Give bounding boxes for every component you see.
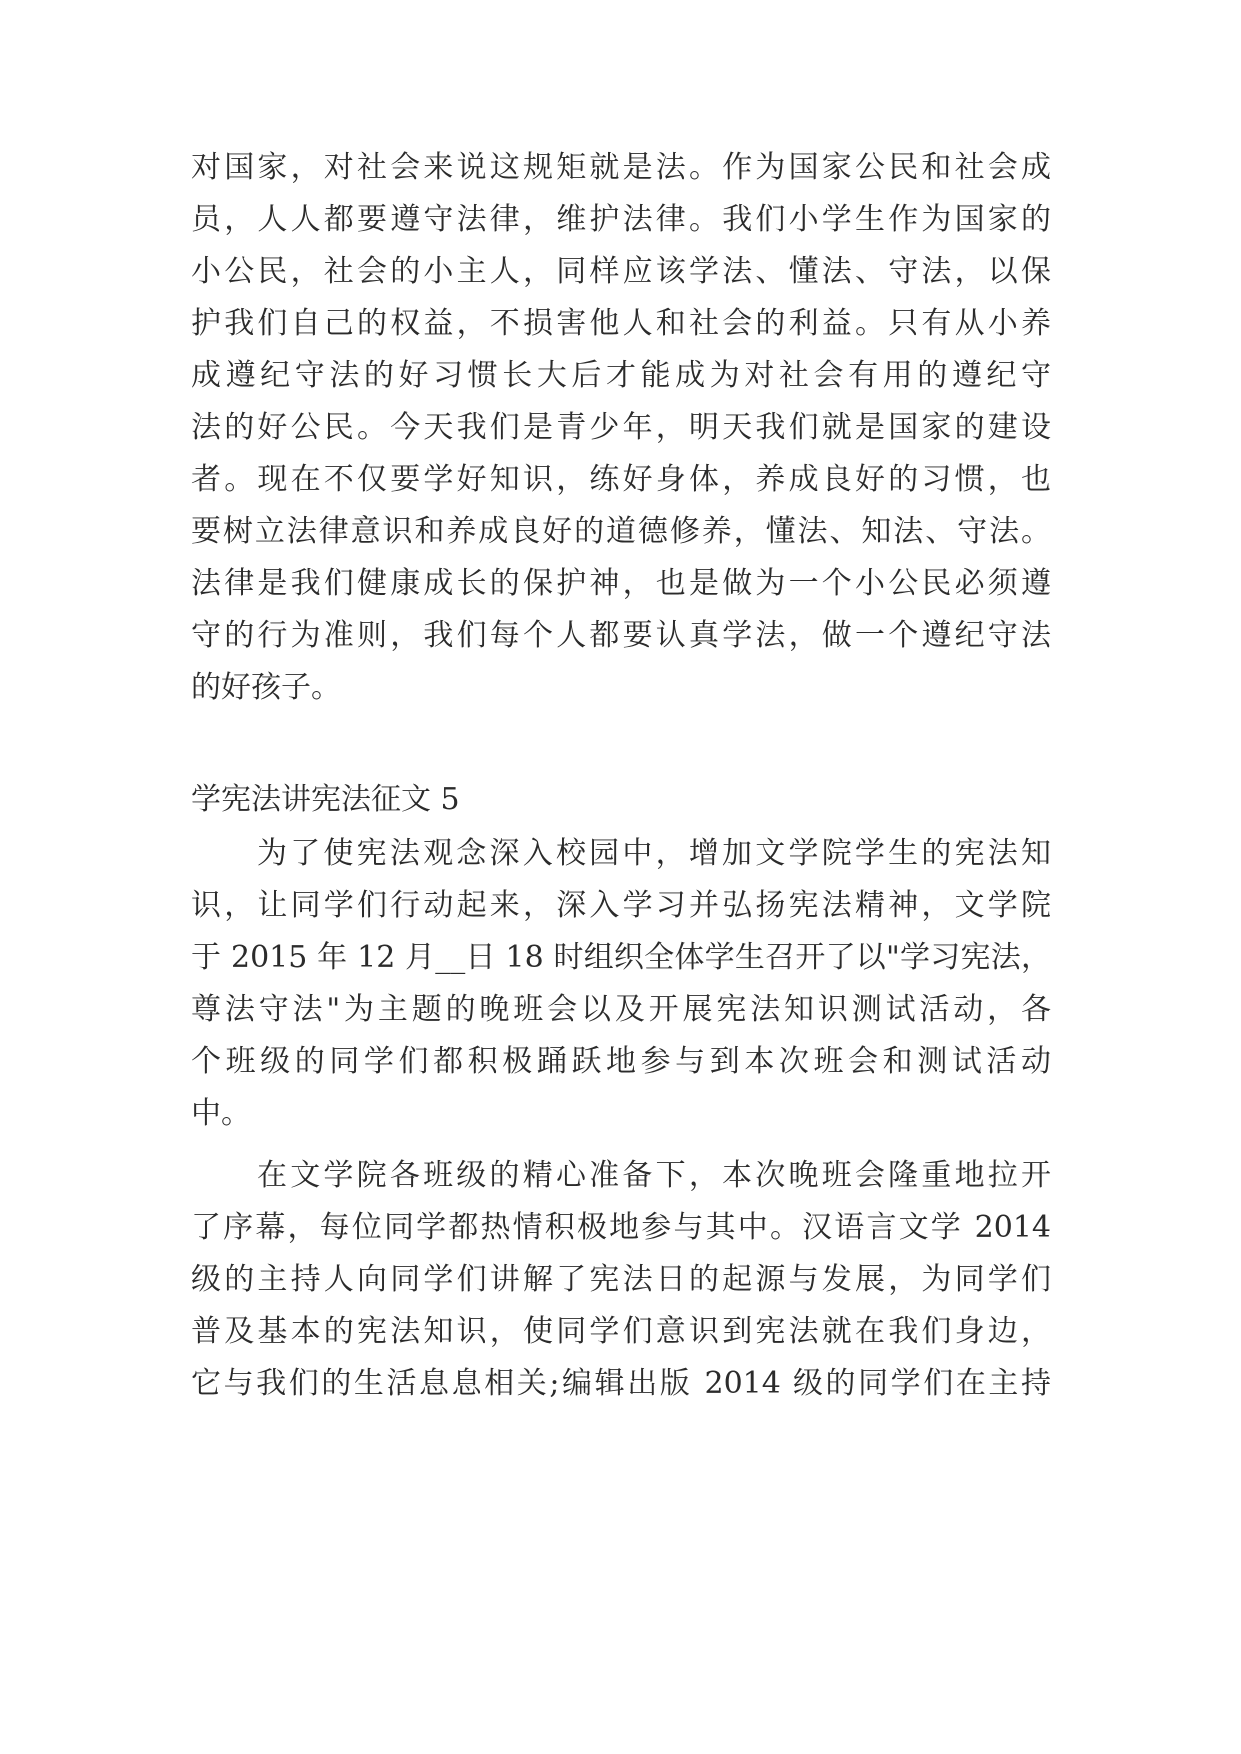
paragraph-line: 级的主持人向同学们讲解了宪法日的起源与发展，为同学们 xyxy=(191,1262,1051,1297)
paragraph-line: 者。现在不仅要学好知识，练好身体，养成良好的习惯，也 xyxy=(191,462,1051,497)
paragraph-line: 的好孩子。 xyxy=(191,670,341,705)
paragraph-line: 在文学院各班级的精心准备下，本次晚班会隆重地拉开 xyxy=(257,1158,1051,1193)
paragraph-line: 为了使宪法观念深入校园中，增加文学院学生的宪法知 xyxy=(257,836,1051,871)
paragraph-line: 了序幕，每位同学都热情积极地参与其中。汉语言文学 2014 xyxy=(191,1210,1051,1245)
paragraph-line: 法律是我们健康成长的保护神，也是做为一个小公民必须遵 xyxy=(191,566,1051,601)
paragraph-line: 员，人人都要遵守法律，维护法律。我们小学生作为国家的 xyxy=(191,202,1051,237)
paragraph-line: 它与我们的生活息息相关;编辑出版 2014 级的同学们在主持 xyxy=(191,1366,1051,1401)
paragraph-line: 普及基本的宪法知识，使同学们意识到宪法就在我们身边， xyxy=(191,1314,1051,1349)
paragraph-line: 尊法守法"为主题的晚班会以及开展宪法知识测试活动，各 xyxy=(191,992,1051,1027)
paragraph-line: 成遵纪守法的好习惯长大后才能成为对社会有用的遵纪守 xyxy=(191,358,1051,393)
paragraph-line: 法的好公民。今天我们是青少年，明天我们就是国家的建设 xyxy=(191,410,1051,445)
paragraph-line: 小公民，社会的小主人，同样应该学法、懂法、守法，以保 xyxy=(191,254,1051,289)
paragraph-line: 护我们自己的权益，不损害他人和社会的利益。只有从小养 xyxy=(191,306,1051,341)
paragraph-line: 守的行为准则，我们每个人都要认真学法，做一个遵纪守法 xyxy=(191,618,1051,653)
paragraph-line: 对国家，对社会来说这规矩就是法。作为国家公民和社会成 xyxy=(191,150,1051,185)
paragraph-line: 于 2015 年 12 月__日 18 时组织全体学生召开了以"学习宪法， xyxy=(191,940,1051,975)
paragraph-line: 要树立法律意识和养成良好的道德修养，懂法、知法、守法。 xyxy=(191,514,1051,549)
paragraph-line: 中。 xyxy=(191,1096,251,1131)
paragraph-line: 识，让同学们行动起来，深入学习并弘扬宪法精神，文学院 xyxy=(191,888,1051,923)
paragraph-line: 个班级的同学们都积极踊跃地参与到本次班会和测试活动 xyxy=(191,1044,1051,1079)
section-title: 学宪法讲宪法征文 5 xyxy=(191,782,460,817)
